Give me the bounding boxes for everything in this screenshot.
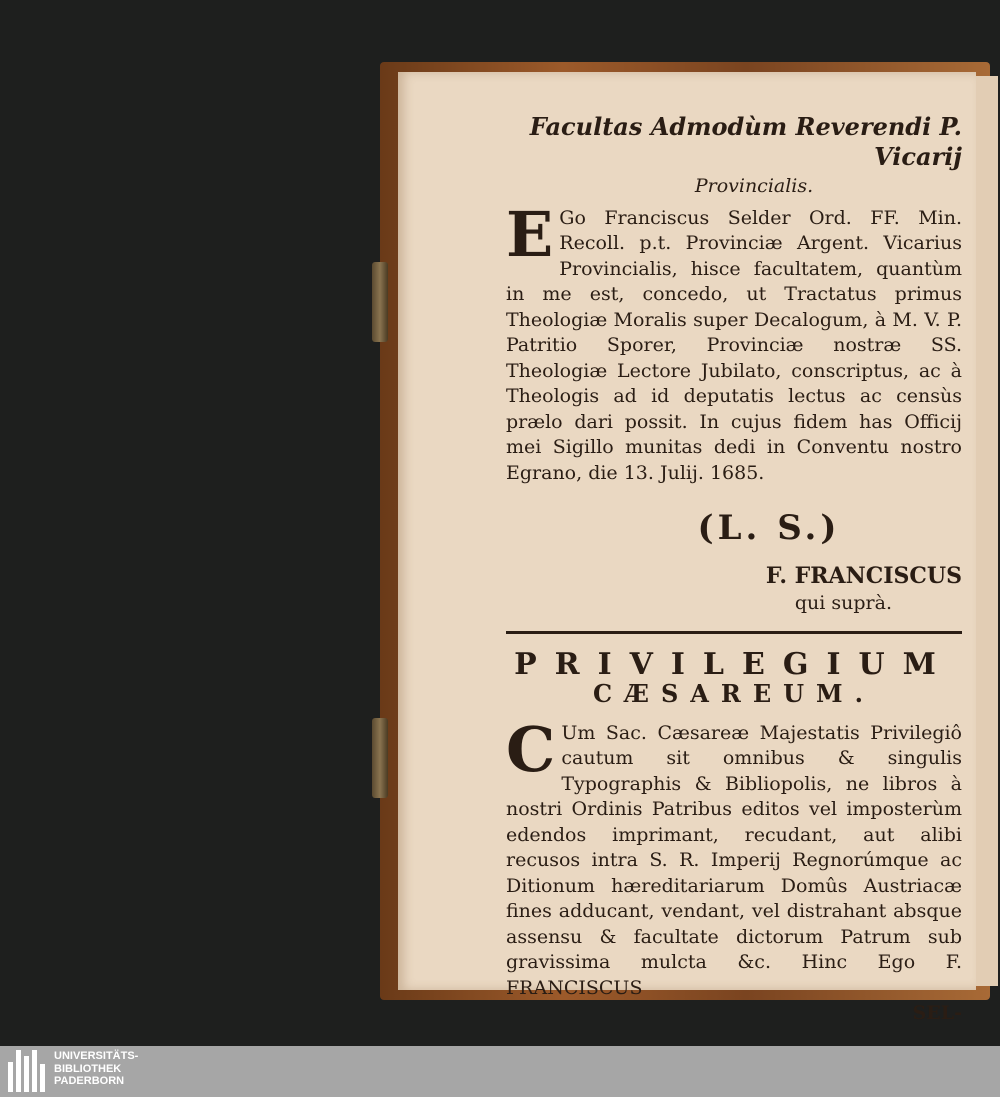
privilege-text: Um Sac. Cæsareæ Majestatis Privilegiô cautum sit omnibus & singulis Typographis & Bibliopolis, ne libros à nostri Ordinis Patribus editos vel imposterùm edendos imprimant, recudant, aut alibi recusos intra S. R. Imperij Regnorúmque ac Ditionum hæreditariarum Domûs Austriacæ fines adducant, vendant, vel distrahant absque assensu & facultate dictorum Patrum sub gravissima mulcta &c. Hinc Ego F. FRANCISCUS bbox=[506, 721, 962, 999]
logo-line-1: UNIVERSITÄTS- bbox=[54, 1050, 139, 1062]
faculty-paragraph bbox=[506, 197, 962, 487]
library-logo-icon bbox=[8, 1050, 48, 1092]
library-footer-bar bbox=[0, 1046, 1000, 1097]
signature-note: qui suprà. bbox=[794, 592, 892, 614]
logo-line-3: PADERBORN bbox=[54, 1075, 125, 1087]
page-content bbox=[506, 112, 962, 1027]
drop-cap-e: E bbox=[506, 197, 554, 271]
catchword: SEL- bbox=[912, 1002, 962, 1024]
seal-mark: (L. S.) bbox=[697, 508, 841, 548]
book-page bbox=[398, 72, 976, 1024]
logo-line-2: BIBLIOTHEK bbox=[54, 1062, 122, 1075]
library-logo-text bbox=[54, 1050, 138, 1088]
signature-name: F. FRANCISCUS bbox=[765, 562, 962, 589]
privilege-paragraph bbox=[506, 712, 962, 1002]
page-heading: Facultas Admodùm Reverendi P. Vicarij bbox=[529, 112, 962, 171]
drop-cap-c: C bbox=[506, 712, 556, 786]
faculty-text: Go Franciscus Selder Ord. FF. Min. Recoll. p.t. Provinciæ Argent. Vicarius Provincialis, hisce facultatem, quantùm in me est, concedo, ut Tractatus primus Theologiæ Moralis super Decalogum, à M. V. P. Patritio Sporer, Provinciæ nostræ SS. Theologiæ Lectore Jubilato, conscriptus, ac à Theologis ad id deputatis lectus ac censùs prælo dari possit. In cujus fidem has Officij mei Sigillo munitas dedi in Conventu nostro Egrano, die 13. Julij. 1685. bbox=[506, 206, 962, 484]
book-clasp-upper bbox=[372, 262, 388, 342]
section-divider bbox=[506, 631, 962, 634]
privilege-title: PRIVILEGIUM bbox=[514, 646, 954, 682]
book-clasp-lower bbox=[372, 718, 388, 798]
privilege-subtitle: CÆSAREUM. bbox=[593, 679, 875, 708]
page-edge bbox=[976, 76, 998, 986]
page-subheading: Provincialis. bbox=[694, 175, 814, 197]
